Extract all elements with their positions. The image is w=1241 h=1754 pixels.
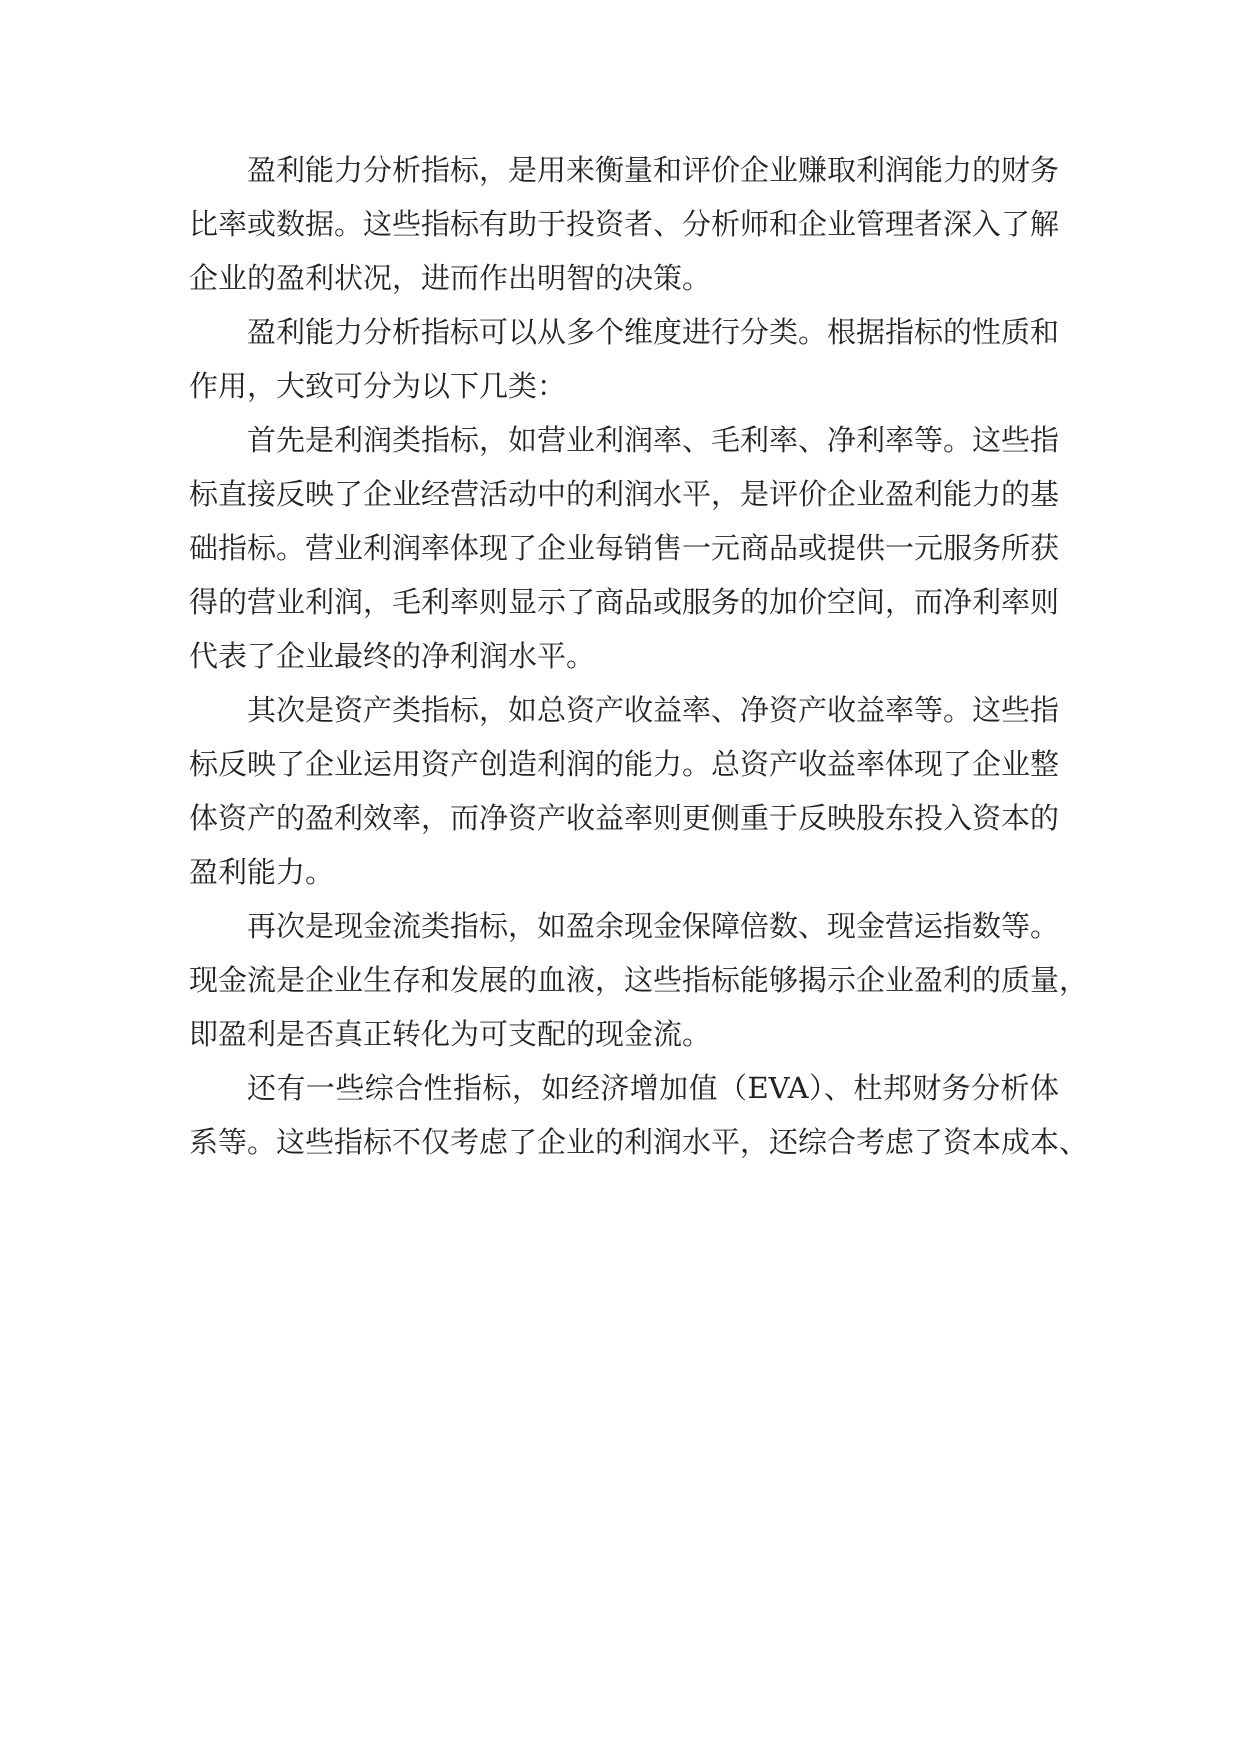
text-line: 盈利能力分析指标，是用来衡量和评价企业赚取利润能力的财务 bbox=[247, 153, 1060, 187]
text-line: 首先是利润类指标，如营业利润率、毛利率、净利率等。这些指 bbox=[247, 423, 1060, 457]
text-line: 作用，大致可分为以下几类： bbox=[189, 369, 567, 403]
text-line: 比率或数据。这些指标有助于投资者、分析师和企业管理者深入了解 bbox=[189, 207, 1060, 241]
paragraph bbox=[189, 683, 1059, 899]
text-line: 即盈利是否真正转化为可支配的现金流。 bbox=[189, 1017, 712, 1051]
text-line: 体资产的盈利效率，而净资产收益率则更侧重于反映股东投入资本的 bbox=[189, 801, 1060, 835]
text-line: 盈利能力分析指标可以从多个维度进行分类。根据指标的性质和 bbox=[247, 315, 1060, 349]
document-body bbox=[189, 143, 1089, 1169]
paragraph bbox=[189, 1061, 1089, 1169]
text-line: 代表了企业最终的净利润水平。 bbox=[189, 639, 596, 673]
text-line: 系等。这些指标不仅考虑了企业的利润水平，还综合考虑了资本成本、 bbox=[189, 1125, 1089, 1159]
text-line: 现金流是企业生存和发展的血液，这些指标能够揭示企业盈利的质量， bbox=[189, 963, 1089, 997]
text-line: 标直接反映了企业经营活动中的利润水平，是评价企业盈利能力的基 bbox=[189, 477, 1060, 511]
text-line: 得的营业利润，毛利率则显示了商品或服务的加价空间，而净利率则 bbox=[189, 585, 1060, 619]
text-line: 其次是资产类指标，如总资产收益率、净资产收益率等。这些指 bbox=[247, 693, 1060, 727]
text-line: 础指标。营业利润率体现了企业每销售一元商品或提供一元服务所获 bbox=[189, 531, 1060, 565]
text-line: 再次是现金流类指标，如盈余现金保障倍数、现金营运指数等。 bbox=[247, 909, 1060, 943]
text-line: 盈利能力。 bbox=[189, 855, 335, 889]
text-line: 企业的盈利状况，进而作出明智的决策。 bbox=[189, 261, 712, 295]
paragraph bbox=[189, 305, 1059, 413]
text-line: 标反映了企业运用资产创造利润的能力。总资产收益率体现了企业整 bbox=[189, 747, 1060, 781]
paragraph bbox=[189, 899, 1089, 1061]
paragraph bbox=[189, 143, 1059, 305]
paragraph bbox=[189, 413, 1059, 683]
text-line: 还有一些综合性指标，如经济增加值（EVA）、杜邦财务分析体 bbox=[247, 1071, 1059, 1105]
